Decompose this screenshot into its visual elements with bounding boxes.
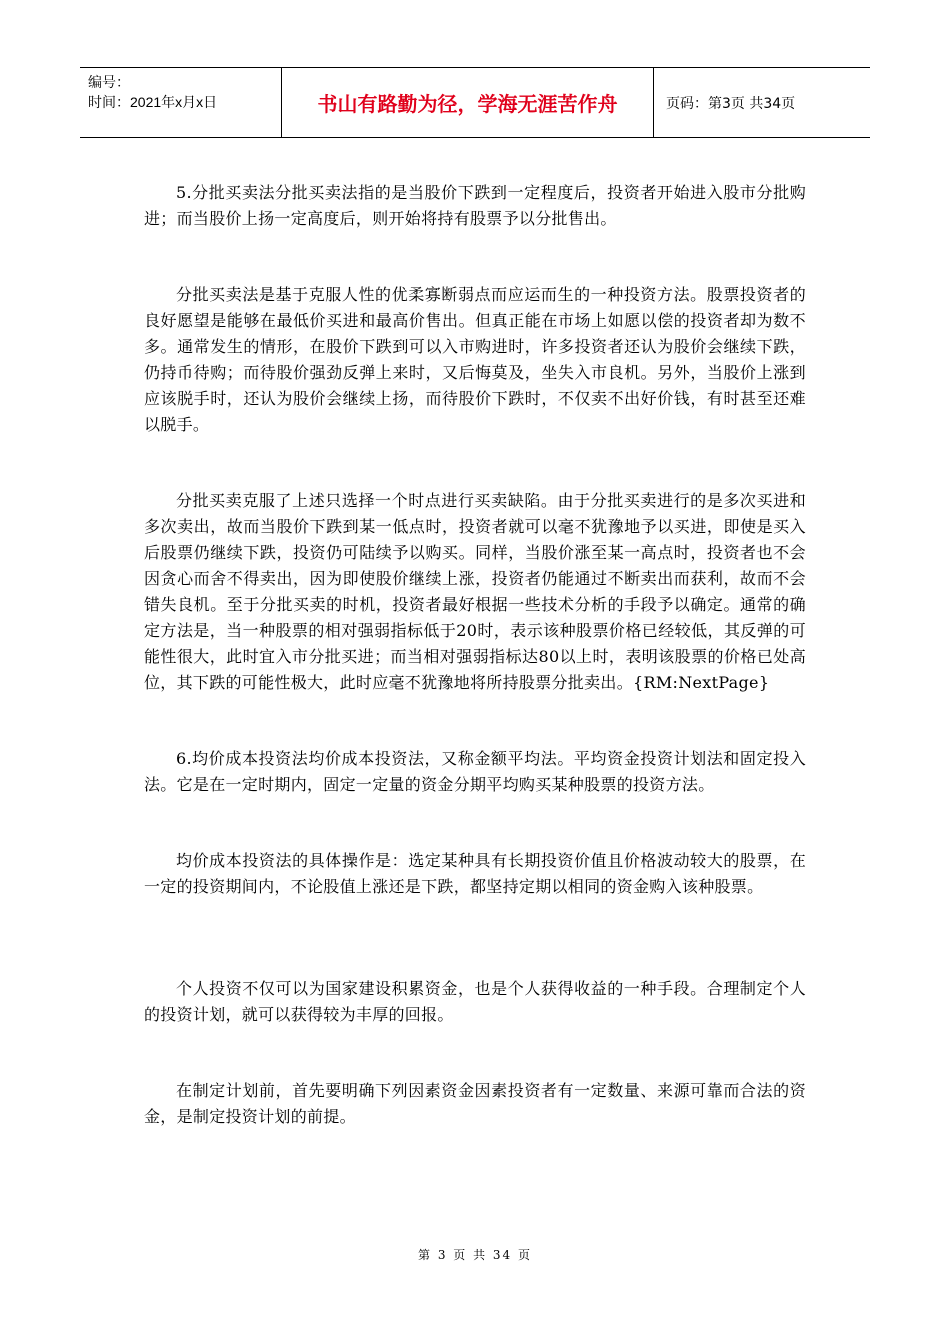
document-body	[144, 180, 806, 1130]
paragraph-2: 分批买卖法是基于克服人性的优柔寡断弱点而应运而生的一种投资方法。股票投资者的良好愿望是能够在最低价买进和最高价售出。但真正能在市场上如愿以偿的投资者却为数不多。通常发生的情形，在股价下跌到可以入市购进时，许多投资者还认为股价会继续下跌，仍持币待购；而待股价强劲反弹上来时，又后悔莫及，坐失入市良机。另外，当股价上涨到应该脱手时，还认为股价会继续上扬，而待股价下跌时，不仅卖不出好价钱，有时甚至还难以脱手。	[144, 285, 806, 434]
document-number-label: 编号：	[88, 74, 130, 90]
document-header	[80, 67, 870, 138]
header-meta-cell	[80, 68, 282, 137]
paragraph-5: 均价成本投资法的具体操作是：选定某种具有长期投资价值且价格波动较大的股票，在一定的投资期间内，不论股值上涨还是下跌，都坚持定期以相同的资金购入该种股票。	[144, 851, 806, 896]
paragraph-6: 个人投资不仅可以为国家建设积累资金，也是个人获得收益的一种手段。合理制定个人的投资计划，就可以获得较为丰厚的回报。	[144, 979, 806, 1024]
page-footer: 第 3 页 共 34 页	[418, 1248, 532, 1262]
header-page-info: 页码：第3页 共34页	[666, 95, 796, 112]
paragraph-3: 分批买卖克服了上述只选择一个时点进行买卖缺陷。由于分批买卖进行的是多次买进和多次卖出，故而当股价下跌到某一低点时，投资者就可以毫不犹豫地予以买进，即使是买入后股票仍继续下跌，投资仍可陆续予以购买。同样，当股价涨至某一高点时，投资者也不会因贪心而舍不得卖出，因为即使股价继续上涨，投资者仍能通过不断卖出而获利，故而不会错失良机。至于分批买卖的时机，投资者最好根据一些技术分析的手段予以确定。通常的确定方法是，当一种股票的相对强弱指标低于20时，表示该种股票价格已经较低，其反弹的可能性很大，此时宜入市分批买进；而当相对强弱指标达80以上时，表明该股票的价格已处高位，其下跌的可能性极大，此时应毫不犹豫地将所持股票分批卖出。{RM:NextPage}	[144, 491, 806, 692]
paragraph-1: 5.分批买卖法分批买卖法指的是当股价下跌到一定程度后，投资者开始进入股市分批购进；而当股价上扬一定高度后，则开始将持有股票予以分批售出。	[144, 183, 806, 228]
paragraph-7: 在制定计划前，首先要明确下列因素资金因素投资者有一定数量、来源可靠而合法的资金，是制定投资计划的前提。	[144, 1081, 806, 1126]
header-motto: 书山有路勤为径，学海无涯苦作舟	[282, 68, 654, 137]
document-date: 时间：2021年x月x日	[88, 94, 218, 110]
paragraph-4: 6.均价成本投资法均价成本投资法，又称金额平均法。平均资金投资计划法和固定投入法。它是在一定时期内，固定一定量的资金分期平均购买某种股票的投资方法。	[144, 749, 806, 794]
